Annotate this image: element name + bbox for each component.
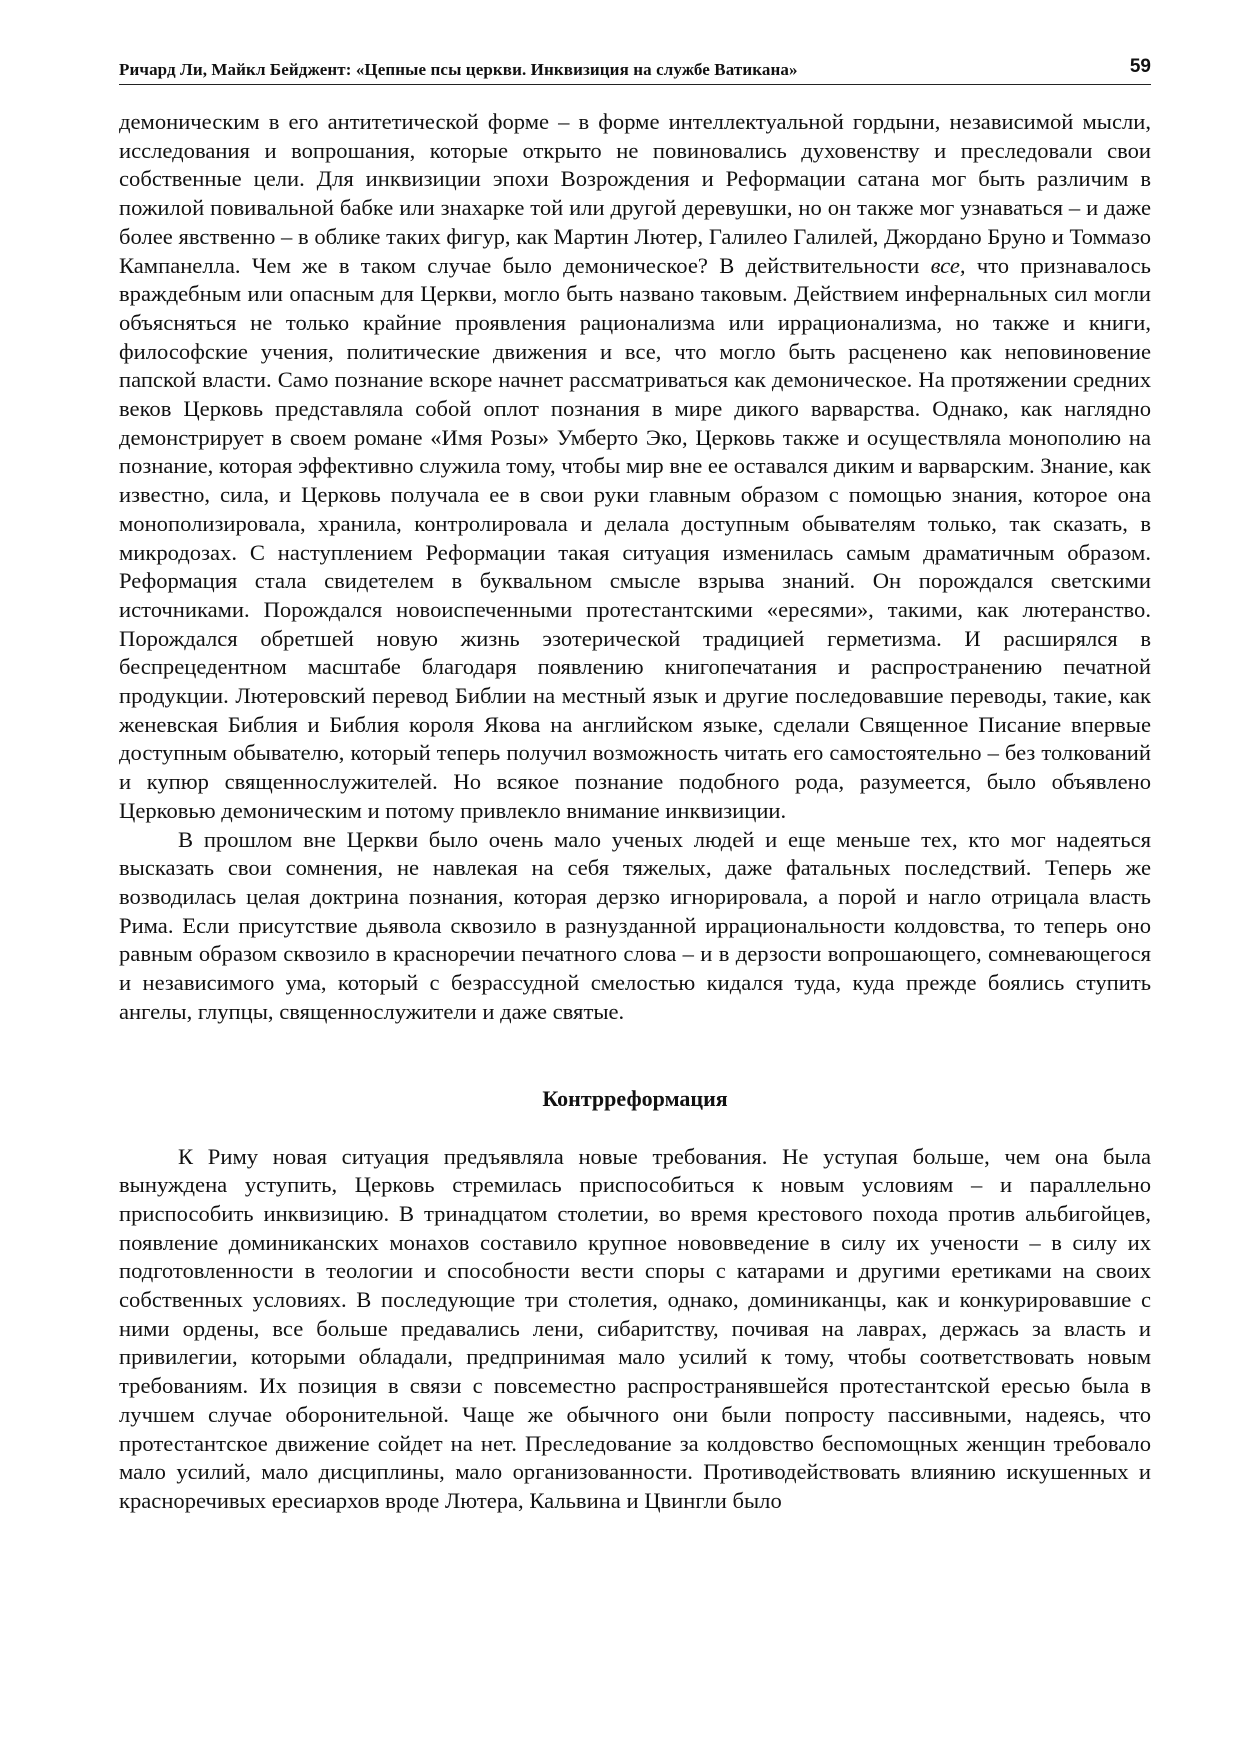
paragraph-1-continuation: что признавалось враждебным или опасным для Церкви, могло быть названо таковым. Действием инфернальных сил могли объясняться не только крайние проявления рационализма или иррационализма, но также и книги, философские учения, политические движения и все, что могло быть расценено как неповиновение папской власти. Само познание вскоре начнет рассматриваться как демоническое. На протяжении средних веков Церковь представляла собой оплот познания в мире дикого варварства. Однако, как наглядно демонстрирует в своем романе «Имя Розы» Умберто Эко, Церковь также и осуществляла монополию на познание, которая эффективно служила тому, чтобы мир вне ее оставался диким и варварским. Знание, как известно, сила, и Церковь получала ее в свои руки главным образом с помощью знания, которое она монополизировала, хранила, контролировала и делала доступным обывателям только, так сказать, в микродозах. С наступлением Реформации такая ситуация изменилась самым драматичным образом. Реформация стала свидетелем в буквальном смысле взрыва знаний. Он порождался светскими источниками. Порождался новоиспеченными протестантскими «ересями», такими, как лютеранство. Порождался обретшей новую жизнь эзотерической традицией герметизма. И расширялся в беспрецедентном масштабе благодаря появлению книгопечатания и распространению печатной продукции. Лютеровский перевод Библии на местный язык и другие последовавшие переводы, такие, как женевская Библия и Библия короля Якова на английском языке, сделали Священное Писание впервые доступным обывателю, который теперь получил возможность читать его самостоятельно – без толкований и купюр священнослужителей. Но всякое познание подобного рода, разумеется, было объявлено Церковью демоническим и потому привлекло внимание инквизиции. xyxy=(119,252,1151,823)
section-gap-bottom xyxy=(119,1113,1151,1143)
paragraph-1-emphasis: все, xyxy=(930,252,966,278)
section-gap-top xyxy=(119,1027,1151,1085)
paragraph-3: К Риму новая ситуация предъявляла новые требования. Не уступая больше, чем она была вынуждена уступить, Церковь стремилась приспособиться к новым условиям – и параллельно приспособить инквизицию. В тринадцатом столетии, во время крестового похода против альбигойцев, появление доминиканских монахов составило крупное нововведение в силу их учености – в силу их подготовленности в теологии и способности вести споры с катарами и другими еретиками на своих собственных условиях. В последующие три столетия, однако, доминиканцы, как и конкурировавшие с ними ордены, все больше предавались лени, сибаритству, почивая на лаврах, держась за власть и привилегии, которыми обладали, предпринимая мало усилий к тому, чтобы соответствовать новым требованиям. Их позиция в связи с повсеместно распространявшейся протестантской ересью была в лучшем случае оборонительной. Чаще же обычного они были попросту пассивными, надеясь, что протестантское движение сойдет на нет. Преследование за колдовство беспомощных женщин требовало мало усилий, мало дисциплины, мало организованности. Противодействовать влиянию искушенных и красноречивых ересиархов вроде Лютера, Кальвина и Цвингли было xyxy=(119,1143,1151,1513)
page-number: 59 xyxy=(1129,56,1151,77)
paragraph-1 xyxy=(119,108,1151,826)
paragraph-2: В прошлом вне Церкви было очень мало ученых людей и еще меньше тех, кто мог надеяться высказать свои сомнения, не навлекая на себя тяжелых, даже фатальных последствий. Теперь же возводилась целая доктрина познания, которая дерзко игнорировала, а порой и нагло отрицала власть Рима. Если присутствие дьявола сквозило в разнузданной иррациональности колдовства, то теперь оно равным образом сквозило в красноречии печатного слова – и в дерзости вопрошающего, сомневающегося и независимого ума, который с безрассудной смелостью кидался туда, куда прежде боялись ступить ангелы, глупцы, священнослужители и даже святые. xyxy=(119,826,1151,1024)
section-heading: Контрреформация xyxy=(542,1085,728,1111)
page-body xyxy=(119,108,1151,1516)
header-title: Ричард Ли, Майкл Бейджент: «Цепные псы церкви. Инквизиция на службе Ватикана» xyxy=(119,60,798,79)
running-header xyxy=(119,56,1151,85)
paragraph-1-text: демоническим в его антитетической форме – в форме интеллектуальной гордыни, независимой мысли, исследования и вопрошания, которые открыто не повиновались духовенству и преследовали свои собственные цели. Для инквизиции эпохи Возрождения и Реформации сатана мог быть различим в пожилой повивальной бабке или знахарке той или другой деревушки, но он также мог узнаваться – и даже более явственно – в облике таких фигур, как Мартин Лютер, Галилео Галилей, Джордано Бруно и Томмазо Кампанелла. Чем же в таком случае было демоническое? В действительности xyxy=(119,109,1151,278)
